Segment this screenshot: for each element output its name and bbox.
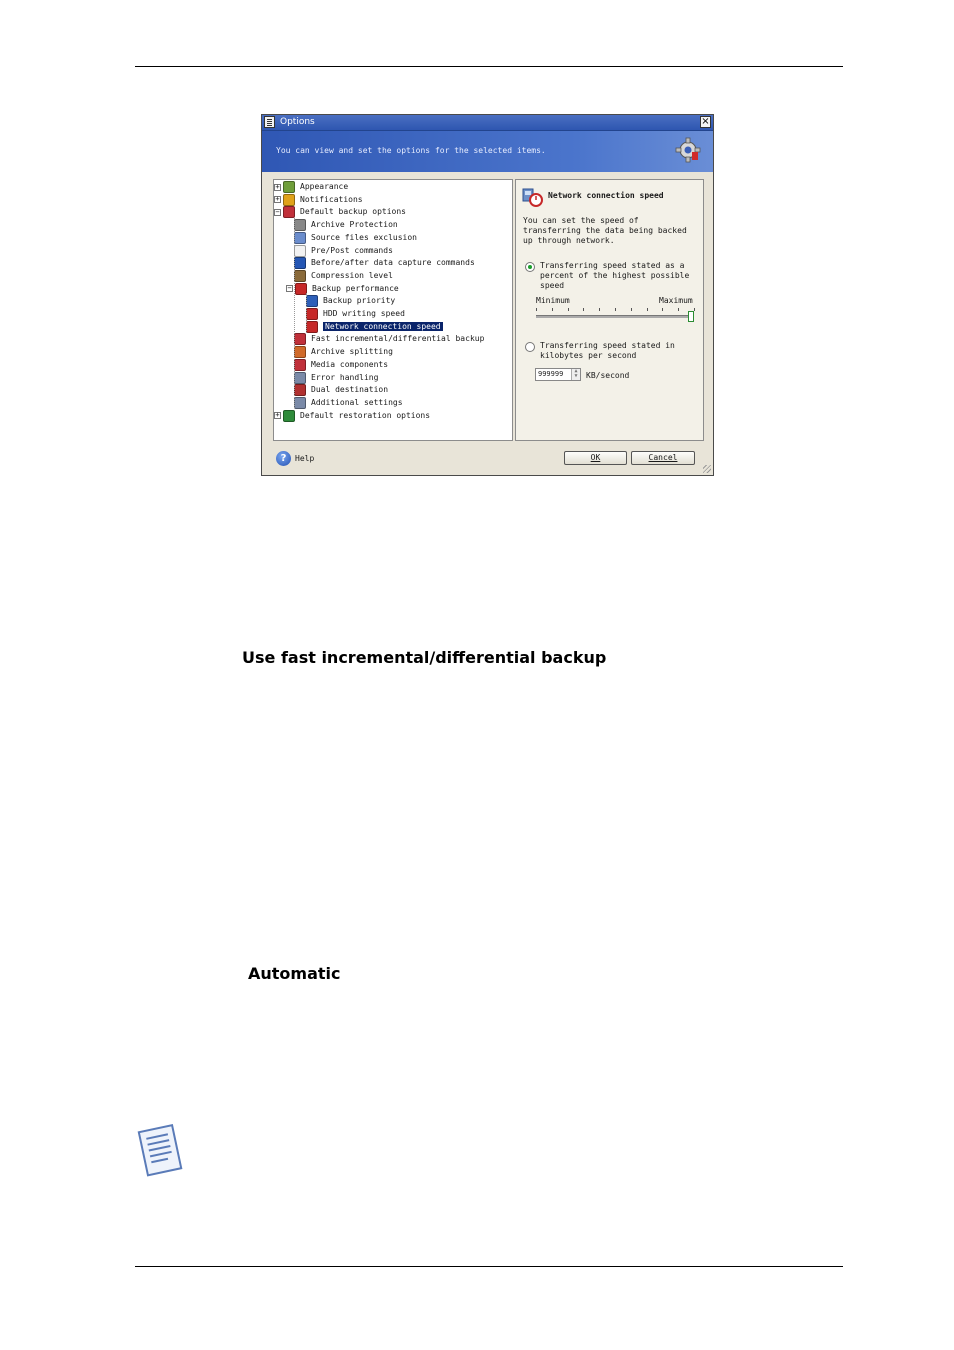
close-button[interactable]: × bbox=[701, 116, 710, 127]
tree-item[interactable] bbox=[306, 308, 405, 320]
options-dialog bbox=[261, 114, 714, 476]
tree-item-label: Compression level bbox=[311, 270, 393, 280]
network-speed-icon bbox=[522, 187, 544, 207]
footer-rule bbox=[135, 1266, 843, 1267]
kbps-speed-radio[interactable] bbox=[525, 342, 535, 352]
ok-button[interactable]: OK bbox=[564, 451, 627, 465]
tree-item[interactable] bbox=[306, 321, 443, 333]
tree-item-label: Archive Protection bbox=[311, 220, 398, 230]
tree-item[interactable] bbox=[286, 283, 399, 295]
error-handling-icon bbox=[294, 372, 306, 384]
section-heading-fast-backup: Use fast incremental/differential backup bbox=[242, 648, 607, 667]
tree-item[interactable] bbox=[294, 346, 393, 358]
pre-post-commands-icon bbox=[294, 245, 306, 257]
hdd-speed-icon bbox=[306, 308, 318, 320]
banner-text: You can view and set the options for the selected items. bbox=[276, 146, 546, 155]
slider-max-label: Maximum bbox=[659, 296, 693, 305]
tree-item-label: Archive splitting bbox=[311, 347, 393, 357]
expander-icon[interactable]: + bbox=[275, 195, 280, 204]
gear-icon bbox=[675, 137, 701, 163]
tree-item[interactable] bbox=[294, 257, 475, 269]
additional-settings-icon bbox=[294, 397, 306, 409]
slider-tick bbox=[552, 308, 553, 311]
tree-item-label: Network connection speed bbox=[325, 321, 441, 331]
tree-item-label: Fast incremental/differential backup bbox=[311, 334, 485, 344]
slider-tick bbox=[615, 308, 616, 311]
media-components-icon bbox=[294, 359, 306, 371]
resize-grip[interactable] bbox=[703, 465, 711, 473]
panel-title: Network connection speed bbox=[548, 191, 664, 200]
tree-connector bbox=[294, 218, 295, 408]
backup-options-icon bbox=[283, 206, 295, 218]
appearance-icon bbox=[283, 181, 295, 193]
expander-icon[interactable]: + bbox=[275, 411, 280, 420]
slider-tick bbox=[662, 308, 663, 311]
dialog-titlebar[interactable] bbox=[262, 115, 713, 131]
tree-item-label: Default restoration options bbox=[300, 410, 431, 420]
options-tree[interactable] bbox=[273, 179, 513, 441]
expander-icon[interactable]: − bbox=[275, 207, 280, 216]
tree-item-label: Error handling bbox=[311, 372, 379, 382]
window-menu-icon[interactable] bbox=[264, 116, 275, 128]
kbps-value: 999999 bbox=[538, 370, 564, 378]
dialog-banner bbox=[262, 131, 713, 172]
compression-icon bbox=[294, 270, 306, 282]
slider-tick bbox=[536, 308, 537, 311]
expander-icon[interactable]: + bbox=[275, 182, 280, 191]
tree-item[interactable] bbox=[294, 232, 417, 244]
kbps-unit: KB/second bbox=[586, 371, 630, 380]
tree-item-label: Pre/Post commands bbox=[311, 245, 393, 255]
restoration-options-icon bbox=[283, 410, 295, 422]
tree-item-label: Default backup options bbox=[300, 207, 406, 217]
tree-item-label: Backup performance bbox=[312, 283, 399, 293]
tree-item[interactable] bbox=[294, 372, 378, 384]
tree-item[interactable] bbox=[294, 219, 398, 231]
tree-item-label: Notifications bbox=[300, 194, 363, 204]
speed-slider-thumb[interactable] bbox=[688, 311, 694, 322]
tree-item[interactable] bbox=[274, 194, 363, 206]
backup-priority-icon bbox=[306, 295, 318, 307]
tree-item-label: Additional settings bbox=[311, 397, 403, 407]
panel-description: You can set the speed of transferring the data being backed up through network. bbox=[523, 216, 687, 245]
notifications-icon bbox=[283, 194, 295, 206]
slider-tick bbox=[568, 308, 569, 311]
spin-arrows-icon[interactable]: ▲ ▼ bbox=[571, 369, 580, 380]
settings-panel bbox=[515, 179, 704, 441]
network-speed-icon bbox=[306, 321, 318, 333]
note-icon bbox=[134, 1122, 188, 1178]
tree-item[interactable] bbox=[294, 384, 388, 396]
tree-item[interactable] bbox=[294, 270, 393, 282]
slider-tick bbox=[647, 308, 648, 311]
section-heading-automatic: Automatic bbox=[248, 964, 341, 983]
slider-tick bbox=[678, 308, 679, 311]
tree-item-label: Before/after data capture commands bbox=[311, 258, 475, 268]
tree-item[interactable] bbox=[274, 206, 406, 218]
header-rule bbox=[135, 66, 843, 67]
tree-item-label: HDD writing speed bbox=[323, 309, 405, 318]
tree-item[interactable] bbox=[306, 295, 395, 307]
tree-connector bbox=[306, 293, 307, 333]
slider-tick bbox=[599, 308, 600, 311]
dialog-title: Options bbox=[280, 117, 315, 127]
tree-item-label: Appearance bbox=[300, 182, 349, 191]
help-icon[interactable]: ? bbox=[276, 451, 291, 466]
data-capture-commands-icon bbox=[294, 257, 306, 269]
tree-item[interactable] bbox=[274, 181, 348, 193]
speed-slider-track[interactable] bbox=[536, 315, 694, 318]
percent-speed-label: Transferring speed stated as a percent of the highest possible speed bbox=[540, 261, 690, 290]
slider-min-label: Minimum bbox=[536, 296, 570, 305]
slider-tick bbox=[583, 308, 584, 311]
kbps-input[interactable] bbox=[535, 368, 581, 381]
kbps-speed-label: Transferring speed stated in kilobytes per second bbox=[540, 341, 675, 360]
archive-splitting-icon bbox=[294, 346, 306, 358]
tree-item[interactable] bbox=[294, 245, 393, 257]
help-link[interactable]: Help bbox=[295, 454, 315, 463]
tree-item[interactable] bbox=[294, 359, 388, 371]
percent-speed-radio[interactable] bbox=[525, 262, 535, 272]
fast-incremental-icon bbox=[294, 333, 306, 345]
tree-item[interactable] bbox=[294, 397, 403, 409]
slider-tick bbox=[631, 308, 632, 311]
dual-destination-icon bbox=[294, 384, 306, 396]
tree-item[interactable] bbox=[274, 410, 430, 422]
tree-item-label: Media components bbox=[311, 359, 389, 369]
tree-item-label: Dual destination bbox=[311, 385, 389, 395]
archive-protection-icon bbox=[294, 219, 306, 231]
cancel-button[interactable]: Cancel bbox=[631, 451, 695, 465]
tree-item[interactable] bbox=[294, 333, 484, 345]
source-exclusion-icon bbox=[294, 232, 306, 244]
expander-icon[interactable]: − bbox=[287, 284, 292, 293]
slider-tick bbox=[694, 308, 695, 311]
tree-item-label: Source files exclusion bbox=[311, 232, 417, 242]
tree-item-label: Backup priority bbox=[323, 296, 396, 306]
